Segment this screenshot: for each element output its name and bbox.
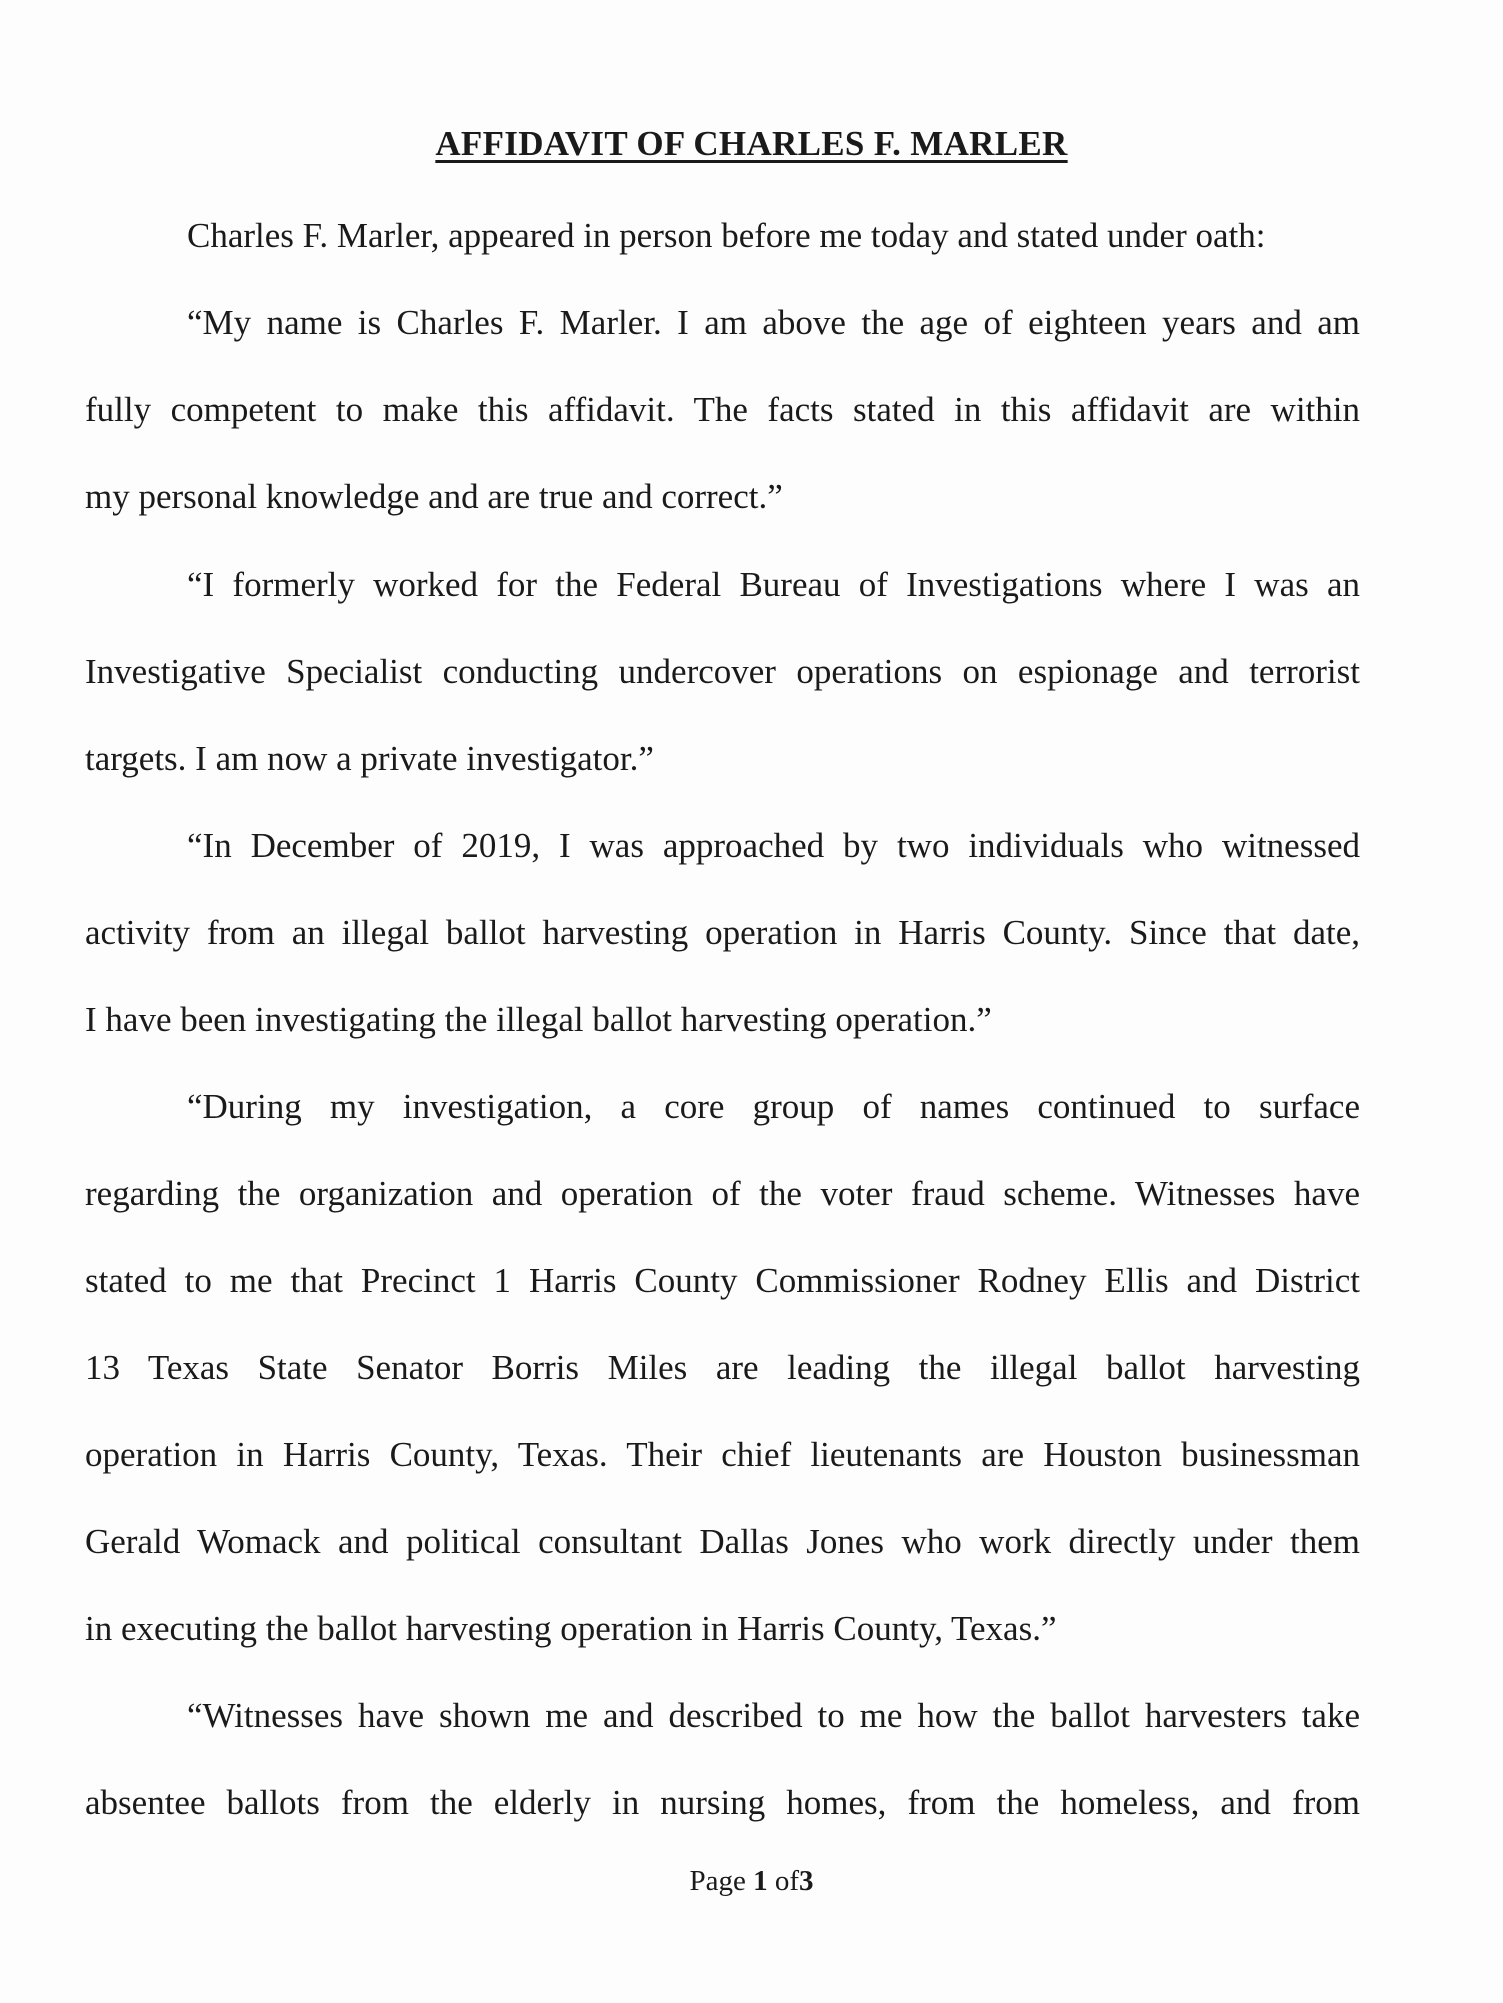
text-line: operation in Harris County, Texas. Their chief lieutenants are Houston businessman [85,1435,1360,1474]
page-number [0,1865,1503,1898]
text-line: I have been investigating the illegal ballot harvesting operation.” [85,1000,992,1039]
text-line: “During my investigation, a core group of names continued to surface [187,1087,1360,1126]
text-line: “Witnesses have shown me and described to me how the ballot harvesters take [187,1696,1360,1735]
text-line: “My name is Charles F. Marler. I am above the age of eighteen years and am [187,303,1360,342]
text-line: regarding the organization and operation of the voter fraud scheme. Witnesses have [85,1174,1360,1213]
text-line: Investigative Specialist conducting undercover operations on espionage and terrorist [85,652,1360,691]
document-title [0,124,1503,164]
of-word: of [774,1865,800,1897]
text-line: activity from an illegal ballot harvesting operation in Harris County. Since that date, [85,913,1360,952]
text-line: targets. I am now a private investigator.” [85,739,654,778]
text-line: fully competent to make this affidavit. The facts stated in this affidavit are within [85,390,1360,429]
text-line: “I formerly worked for the Federal Bureau of Investigations where I was an [187,565,1360,604]
text-line: my personal knowledge and are true and correct.” [85,477,783,516]
document-title-text: AFFIDAVIT OF CHARLES F. MARLER [435,124,1068,163]
text-line: 13 Texas State Senator Borris Miles are leading the illegal ballot harvesting [85,1348,1360,1387]
total-pages: 3 [799,1865,814,1897]
text-line: absentee ballots from the elderly in nursing homes, from the homeless, and from [85,1783,1360,1822]
current-page: 1 [753,1865,768,1897]
page-word: Page [689,1865,746,1897]
text-line: stated to me that Precinct 1 Harris County Commissioner Rodney Ellis and District [85,1261,1360,1300]
text-line: “In December of 2019, I was approached by two individuals who witnessed [187,826,1360,865]
text-line: in executing the ballot harvesting operation in Harris County, Texas.” [85,1609,1057,1648]
text-line: Gerald Womack and political consultant Dallas Jones who work directly under them [85,1522,1360,1561]
text-line: Charles F. Marler, appeared in person before me today and stated under oath: [187,216,1266,255]
